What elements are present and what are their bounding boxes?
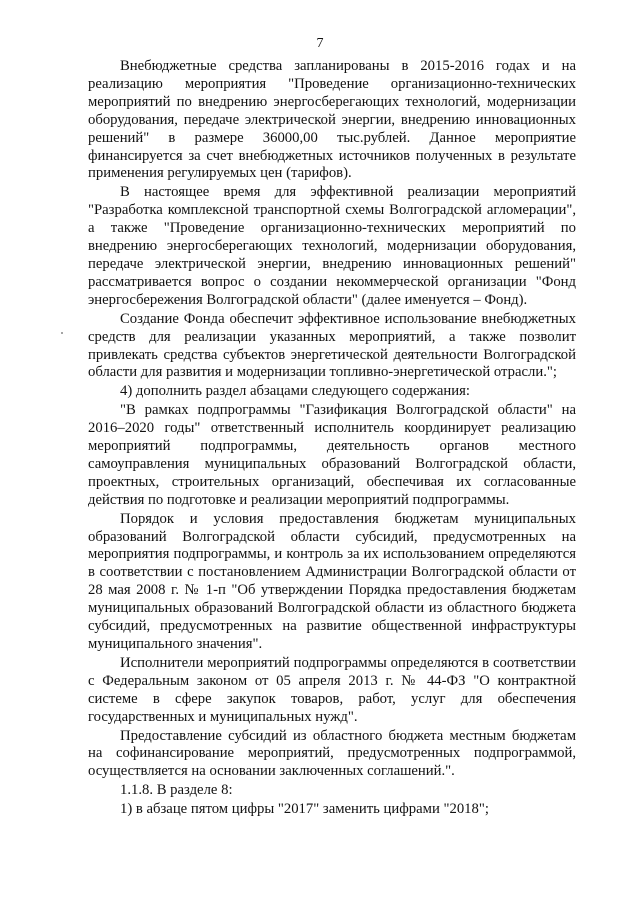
paragraph-section-8-heading: 1.1.8. В разделе 8: [120, 782, 233, 799]
paragraph-fund-purpose: Создание Фонда обеспечит эффективное использование внебюджетных средств для реализации указанных мероприятий, а также позволит привлекать средства субъектов энергетической деятельности Волгоградской области для развития и модернизации топливно-энергетической отрасли."; [88, 310, 576, 381]
paragraph-fund-creation-consideration: В настоящее время для эффективной реализации мероприятий "Разработка комплексной транспортной схемы Волгоградской агломерации", а также "Проведение организационно-технических мероприятий по внедрению энергосберегающих технологий, модернизации оборудования, передаче электрической энергии, внедрению инновационных решений" рассматривается вопрос о создании некоммерческой организации "Фонд энергосбережения Волгоградской области" (далее именуется – Фонд). [88, 184, 576, 308]
paragraph-amendment-4: 4) дополнить раздел абзацами следующего содержания: [120, 383, 470, 400]
paragraph-gasification-subprogram: "В рамках подпрограммы "Газификация Волгоградской области" на 2016–2020 годы" ответственный исполнитель координирует реализацию мероприятий подпрограммы, деятельность органов местного самоуправления муниципальных образований Волгоградской области, проектных, строительных организаций, обеспечивая их согласованные действия по подготовке и реализации мероприятий подпрограммы. [88, 402, 576, 508]
margin-mark [61, 332, 63, 334]
document-body [88, 58, 576, 819]
page-number: 7 [316, 36, 324, 51]
paragraph-extrabudgetary-funds: Внебюджетные средства запланированы в 2015-2016 годах и на реализацию мероприятия "Проведение организационно-технических мероприятий по внедрению энергосберегающих технологий, модернизации оборудования, передаче электрической энергии, внедрению инновационных решений" в размере 36000,00 тыс.рублей. Данное мероприятие финансируется за счет внебюджетных источников полученных в результате применения регулируемых цен (тарифов). [88, 58, 576, 182]
paragraph-subsidy-procedure: Порядок и условия предоставления бюджетам муниципальных образований Волгоградской области субсидий, предусмотренных на мероприятия подпрограммы, и контроль за их использованием определяются в соответствии с постановлением Администрации Волгоградской области от 28 мая 2008 г. № 1-п "Об утверждении Порядка предоставления бюджетам муниципальных образований Волгоградской области из областного бюджета субсидий, предусмотренных на развитие общественной инфраструктуры муниципального значения". [88, 510, 576, 652]
paragraph-replace-year: 1) в абзаце пятом цифры "2017" заменить цифрами "2018"; [120, 801, 489, 818]
paragraph-executors: Исполнители мероприятий подпрограммы определяются в соответствии с Федеральным законом от 05 апреля 2013 г. № 44-ФЗ "О контрактной системе в сфере закупок товаров, работ, услуг для обеспечения государственных и муниципальных нужд". [88, 654, 576, 725]
paragraph-subsidy-provision: Предоставление субсидий из областного бюджета местным бюджетам на софинансирование мероприятий, предусмотренных подпрограммой, осуществляется на основании заключенных соглашений.". [88, 727, 576, 780]
